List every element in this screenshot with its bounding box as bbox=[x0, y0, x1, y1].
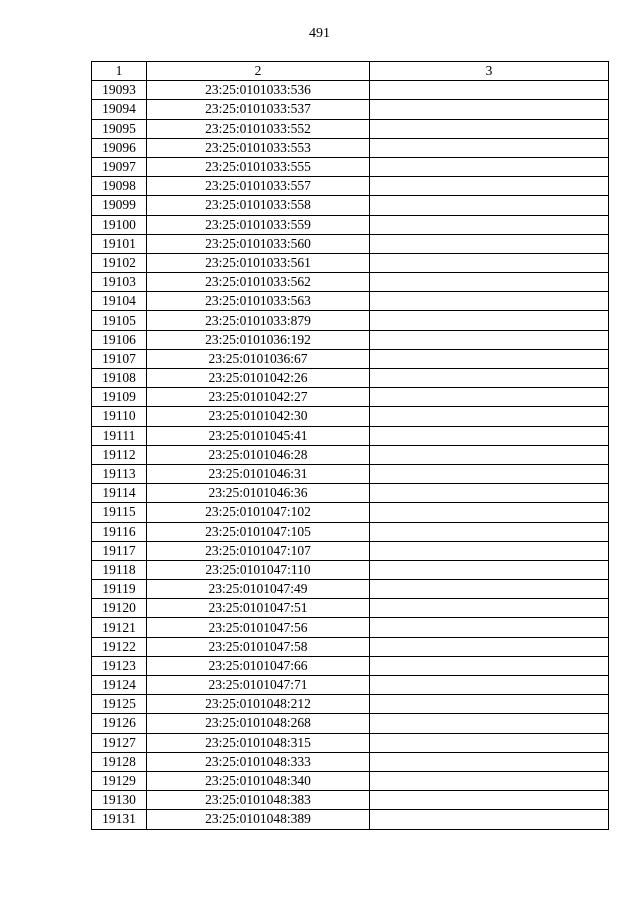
note-cell bbox=[370, 330, 609, 349]
note-cell bbox=[370, 253, 609, 272]
row-number-cell: 19118 bbox=[92, 560, 147, 579]
note-cell bbox=[370, 599, 609, 618]
note-cell bbox=[370, 311, 609, 330]
note-cell bbox=[370, 618, 609, 637]
note-cell bbox=[370, 369, 609, 388]
table-row bbox=[92, 196, 609, 215]
table-row bbox=[92, 157, 609, 176]
row-number-cell: 19103 bbox=[92, 273, 147, 292]
table-row bbox=[92, 253, 609, 272]
row-number-cell: 19113 bbox=[92, 464, 147, 483]
note-cell bbox=[370, 464, 609, 483]
table-row bbox=[92, 407, 609, 426]
table-row bbox=[92, 81, 609, 100]
note-cell bbox=[370, 445, 609, 464]
row-number-cell: 19130 bbox=[92, 791, 147, 810]
cadastral-number-cell: 23:25:0101033:561 bbox=[147, 253, 370, 272]
cadastral-number-cell: 23:25:0101048:333 bbox=[147, 752, 370, 771]
note-cell bbox=[370, 637, 609, 656]
note-cell bbox=[370, 484, 609, 503]
note-cell bbox=[370, 733, 609, 752]
cadastral-number-cell: 23:25:0101047:102 bbox=[147, 503, 370, 522]
row-number-cell: 19112 bbox=[92, 445, 147, 464]
cadastral-number-cell: 23:25:0101033:879 bbox=[147, 311, 370, 330]
table-row bbox=[92, 119, 609, 138]
header-row bbox=[92, 62, 609, 81]
note-cell bbox=[370, 522, 609, 541]
note-cell bbox=[370, 138, 609, 157]
table-row bbox=[92, 330, 609, 349]
note-cell bbox=[370, 541, 609, 560]
table-row bbox=[92, 445, 609, 464]
table-row bbox=[92, 637, 609, 656]
cadastral-number-cell: 23:25:0101048:212 bbox=[147, 695, 370, 714]
cadastral-number-cell: 23:25:0101047:58 bbox=[147, 637, 370, 656]
row-number-cell: 19098 bbox=[92, 177, 147, 196]
note-cell bbox=[370, 119, 609, 138]
note-cell bbox=[370, 695, 609, 714]
cadastral-number-cell: 23:25:0101047:56 bbox=[147, 618, 370, 637]
cadastral-number-cell: 23:25:0101048:340 bbox=[147, 771, 370, 790]
row-number-cell: 19123 bbox=[92, 656, 147, 675]
row-number-cell: 19119 bbox=[92, 580, 147, 599]
note-cell bbox=[370, 157, 609, 176]
table-row bbox=[92, 464, 609, 483]
cadastral-number-cell: 23:25:0101033:562 bbox=[147, 273, 370, 292]
row-number-cell: 19120 bbox=[92, 599, 147, 618]
registry-table bbox=[91, 61, 609, 830]
row-number-cell: 19109 bbox=[92, 388, 147, 407]
note-cell bbox=[370, 426, 609, 445]
row-number-cell: 19100 bbox=[92, 215, 147, 234]
cadastral-number-cell: 23:25:0101046:36 bbox=[147, 484, 370, 503]
note-cell bbox=[370, 791, 609, 810]
note-cell bbox=[370, 503, 609, 522]
column-header-3: 3 bbox=[370, 62, 609, 81]
cadastral-number-cell: 23:25:0101033:557 bbox=[147, 177, 370, 196]
cadastral-number-cell: 23:25:0101042:26 bbox=[147, 369, 370, 388]
table-row bbox=[92, 311, 609, 330]
table-row bbox=[92, 618, 609, 637]
row-number-cell: 19095 bbox=[92, 119, 147, 138]
row-number-cell: 19115 bbox=[92, 503, 147, 522]
row-number-cell: 19093 bbox=[92, 81, 147, 100]
row-number-cell: 19124 bbox=[92, 676, 147, 695]
cadastral-number-cell: 23:25:0101036:192 bbox=[147, 330, 370, 349]
cadastral-number-cell: 23:25:0101047:105 bbox=[147, 522, 370, 541]
table-row bbox=[92, 676, 609, 695]
table-row bbox=[92, 138, 609, 157]
row-number-cell: 19105 bbox=[92, 311, 147, 330]
cadastral-number-cell: 23:25:0101033:537 bbox=[147, 100, 370, 119]
row-number-cell: 19099 bbox=[92, 196, 147, 215]
table-row bbox=[92, 426, 609, 445]
note-cell bbox=[370, 177, 609, 196]
table-row bbox=[92, 695, 609, 714]
row-number-cell: 19116 bbox=[92, 522, 147, 541]
table-row bbox=[92, 560, 609, 579]
row-number-cell: 19129 bbox=[92, 771, 147, 790]
cadastral-number-cell: 23:25:0101048:383 bbox=[147, 791, 370, 810]
table-row bbox=[92, 791, 609, 810]
table-header bbox=[92, 62, 609, 81]
table-row bbox=[92, 503, 609, 522]
cadastral-number-cell: 23:25:0101033:536 bbox=[147, 81, 370, 100]
cadastral-number-cell: 23:25:0101047:49 bbox=[147, 580, 370, 599]
table-row bbox=[92, 292, 609, 311]
cadastral-number-cell: 23:25:0101047:66 bbox=[147, 656, 370, 675]
table-row bbox=[92, 522, 609, 541]
row-number-cell: 19111 bbox=[92, 426, 147, 445]
cadastral-number-cell: 23:25:0101047:110 bbox=[147, 560, 370, 579]
cadastral-number-cell: 23:25:0101047:51 bbox=[147, 599, 370, 618]
table-row bbox=[92, 714, 609, 733]
row-number-cell: 19107 bbox=[92, 349, 147, 368]
column-header-1: 1 bbox=[92, 62, 147, 81]
row-number-cell: 19125 bbox=[92, 695, 147, 714]
row-number-cell: 19127 bbox=[92, 733, 147, 752]
row-number-cell: 19121 bbox=[92, 618, 147, 637]
note-cell bbox=[370, 196, 609, 215]
cadastral-number-cell: 23:25:0101033:553 bbox=[147, 138, 370, 157]
cadastral-number-cell: 23:25:0101042:30 bbox=[147, 407, 370, 426]
note-cell bbox=[370, 215, 609, 234]
cadastral-number-cell: 23:25:0101033:552 bbox=[147, 119, 370, 138]
row-number-cell: 19094 bbox=[92, 100, 147, 119]
table-row bbox=[92, 177, 609, 196]
cadastral-number-cell: 23:25:0101033:560 bbox=[147, 234, 370, 253]
cadastral-number-cell: 23:25:0101048:268 bbox=[147, 714, 370, 733]
table-row bbox=[92, 100, 609, 119]
cadastral-number-cell: 23:25:0101046:31 bbox=[147, 464, 370, 483]
row-number-cell: 19126 bbox=[92, 714, 147, 733]
table-row bbox=[92, 599, 609, 618]
note-cell bbox=[370, 407, 609, 426]
table-row bbox=[92, 752, 609, 771]
note-cell bbox=[370, 388, 609, 407]
note-cell bbox=[370, 81, 609, 100]
table-row bbox=[92, 580, 609, 599]
row-number-cell: 19110 bbox=[92, 407, 147, 426]
cadastral-number-cell: 23:25:0101048:315 bbox=[147, 733, 370, 752]
row-number-cell: 19106 bbox=[92, 330, 147, 349]
cadastral-number-cell: 23:25:0101047:107 bbox=[147, 541, 370, 560]
row-number-cell: 19101 bbox=[92, 234, 147, 253]
cadastral-number-cell: 23:25:0101033:558 bbox=[147, 196, 370, 215]
note-cell bbox=[370, 810, 609, 829]
note-cell bbox=[370, 656, 609, 675]
table-row bbox=[92, 541, 609, 560]
cadastral-number-cell: 23:25:0101047:71 bbox=[147, 676, 370, 695]
table-row bbox=[92, 771, 609, 790]
table-row bbox=[92, 484, 609, 503]
table-row bbox=[92, 388, 609, 407]
row-number-cell: 19108 bbox=[92, 369, 147, 388]
table-row bbox=[92, 273, 609, 292]
row-number-cell: 19117 bbox=[92, 541, 147, 560]
row-number-cell: 19096 bbox=[92, 138, 147, 157]
table-row bbox=[92, 349, 609, 368]
note-cell bbox=[370, 292, 609, 311]
cadastral-number-cell: 23:25:0101033:555 bbox=[147, 157, 370, 176]
note-cell bbox=[370, 771, 609, 790]
table-row bbox=[92, 733, 609, 752]
table-row bbox=[92, 369, 609, 388]
table-row bbox=[92, 234, 609, 253]
cadastral-number-cell: 23:25:0101046:28 bbox=[147, 445, 370, 464]
column-header-2: 2 bbox=[147, 62, 370, 81]
cadastral-number-cell: 23:25:0101048:389 bbox=[147, 810, 370, 829]
table-row bbox=[92, 810, 609, 829]
row-number-cell: 19102 bbox=[92, 253, 147, 272]
note-cell bbox=[370, 580, 609, 599]
note-cell bbox=[370, 349, 609, 368]
table-row bbox=[92, 215, 609, 234]
note-cell bbox=[370, 714, 609, 733]
cadastral-number-cell: 23:25:0101033:563 bbox=[147, 292, 370, 311]
table-row bbox=[92, 656, 609, 675]
table-body bbox=[92, 81, 609, 829]
row-number-cell: 19131 bbox=[92, 810, 147, 829]
cadastral-number-cell: 23:25:0101033:559 bbox=[147, 215, 370, 234]
row-number-cell: 19128 bbox=[92, 752, 147, 771]
cadastral-number-cell: 23:25:0101045:41 bbox=[147, 426, 370, 445]
note-cell bbox=[370, 752, 609, 771]
row-number-cell: 19114 bbox=[92, 484, 147, 503]
note-cell bbox=[370, 676, 609, 695]
note-cell bbox=[370, 100, 609, 119]
row-number-cell: 19104 bbox=[92, 292, 147, 311]
cadastral-number-cell: 23:25:0101036:67 bbox=[147, 349, 370, 368]
row-number-cell: 19097 bbox=[92, 157, 147, 176]
note-cell bbox=[370, 234, 609, 253]
page-number: 491 bbox=[309, 26, 330, 41]
row-number-cell: 19122 bbox=[92, 637, 147, 656]
cadastral-number-cell: 23:25:0101042:27 bbox=[147, 388, 370, 407]
note-cell bbox=[370, 560, 609, 579]
note-cell bbox=[370, 273, 609, 292]
